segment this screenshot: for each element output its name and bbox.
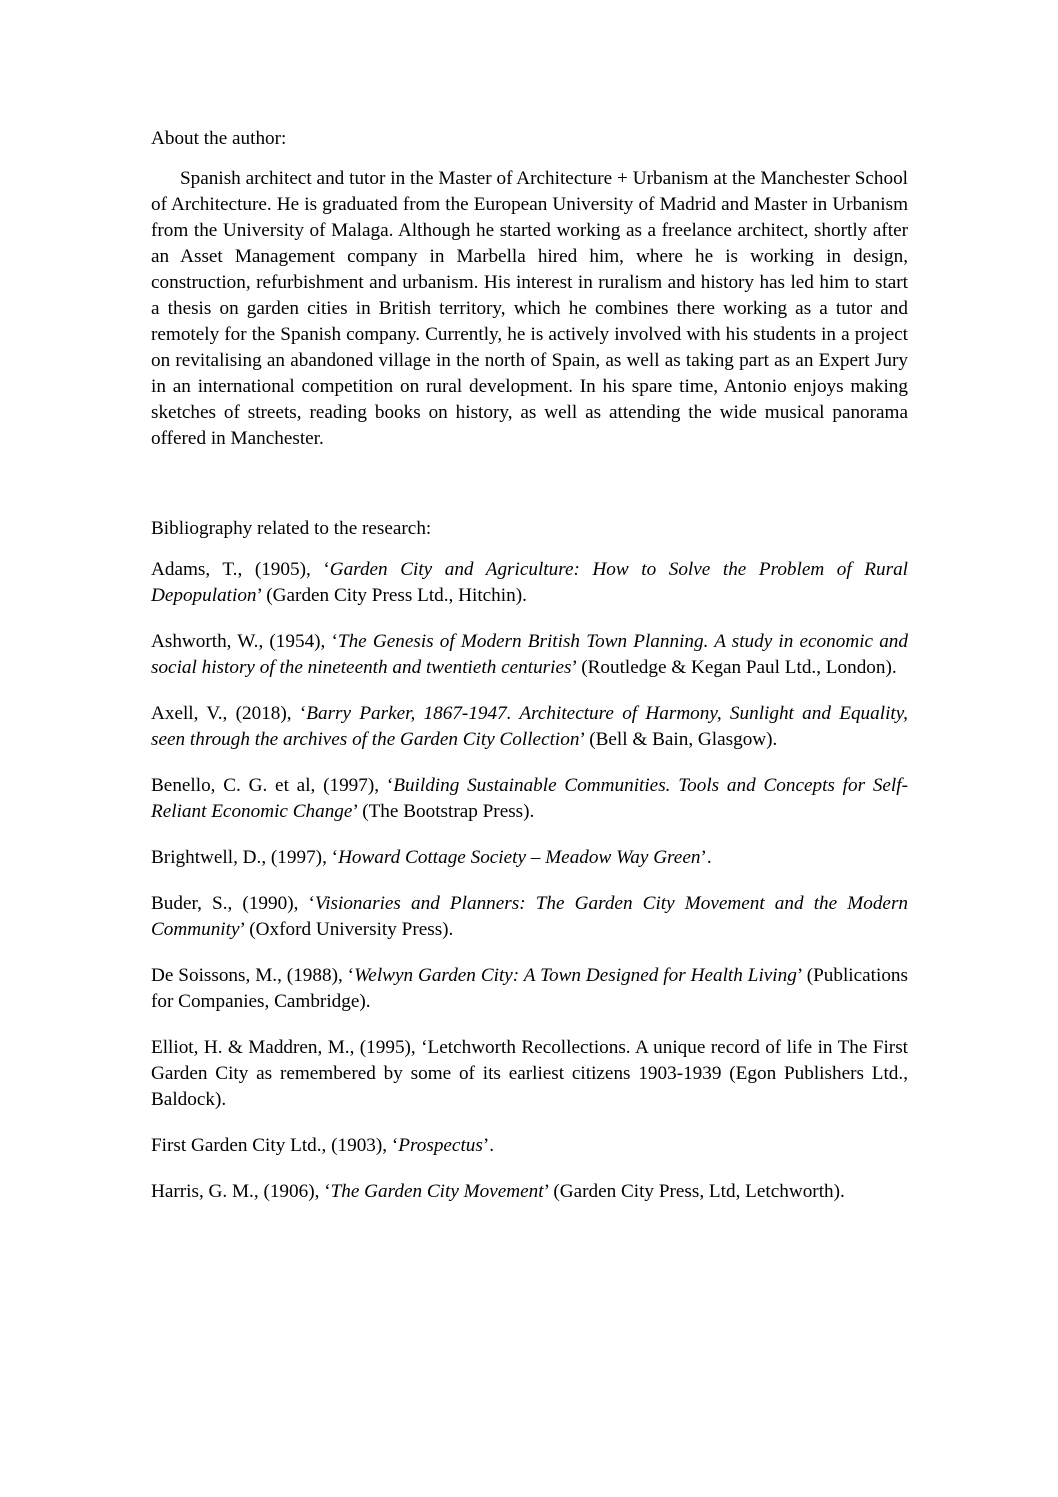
about-heading: About the author: <box>151 128 287 149</box>
reference-item: First Garden City Ltd., (1903), ‘Prospectus’. <box>151 1135 495 1156</box>
reference-item: Brightwell, D., (1997), ‘Howard Cottage Society – Meadow Way Green’. <box>151 847 712 868</box>
reference-item: Harris, G. M., (1906), ‘The Garden City Movement’ (Garden City Press, Ltd, Letchworth). <box>151 1181 845 1202</box>
reference-item: De Soissons, M., (1988), ‘Welwyn Garden City: A Town Designed for Health Living’ (Publications for Companies, Cambridge). <box>151 965 908 1012</box>
reference-item: Elliot, H. & Maddren, M., (1995), ‘Letchworth Recollections. A unique record of life in The First Garden City as remembered by some of its earliest citizens 1903-1939 (Egon Publishers Ltd., Baldock). <box>151 1037 908 1110</box>
reference-list <box>151 557 908 1205</box>
reference-item: Adams, T., (1905), ‘Garden City and Agriculture: How to Solve the Problem of Rural Depopulation’ (Garden City Press Ltd., Hitchin). <box>151 559 908 606</box>
reference-item: Benello, C. G. et al, (1997), ‘Building Sustainable Communities. Tools and Concepts for Self-Reliant Economic Change’ (The Bootstrap Press). <box>151 775 908 822</box>
reference-item: Ashworth, W., (1954), ‘The Genesis of Modern British Town Planning. A study in economic and social history of the nineteenth and twentieth centuries’ (Routledge & Kegan Paul Ltd., London). <box>151 631 908 678</box>
bibliography-heading: Bibliography related to the research: <box>151 518 432 539</box>
reference-item: Buder, S., (1990), ‘Visionaries and Planners: The Garden City Movement and the Modern Community’ (Oxford University Press). <box>151 893 909 940</box>
document-page <box>151 126 908 1225</box>
author-bio: Spanish architect and tutor in the Master of Architecture + Urbanism at the Manchester School of Architecture. He is graduated from the European University of Madrid and Master in Urbanism from the University of Malaga. Although he started working as a freelance architect, shortly after an Asset Management company in Marbella hired him, where he is working in design, construction, refurbishment and urbanism. His interest in ruralism and history has led him to start a thesis on garden cities in British territory, which he combines there working as a tutor and remotely for the Spanish company. Currently, he is actively involved with his students in a project on revitalising an abandoned village in the north of Spain, as well as taking part as an Expert Jury in an international competition on rural development. In his spare time, Antonio enjoys making sketches of streets, reading books on history, as well as attending the wide musical panorama offered in Manchester. <box>151 168 908 449</box>
reference-item: Axell, V., (2018), ‘Barry Parker, 1867-1947. Architecture of Harmony, Sunlight and Equality, seen through the archives of the Garden City Collection’ (Bell & Bain, Glasgow). <box>151 703 908 750</box>
